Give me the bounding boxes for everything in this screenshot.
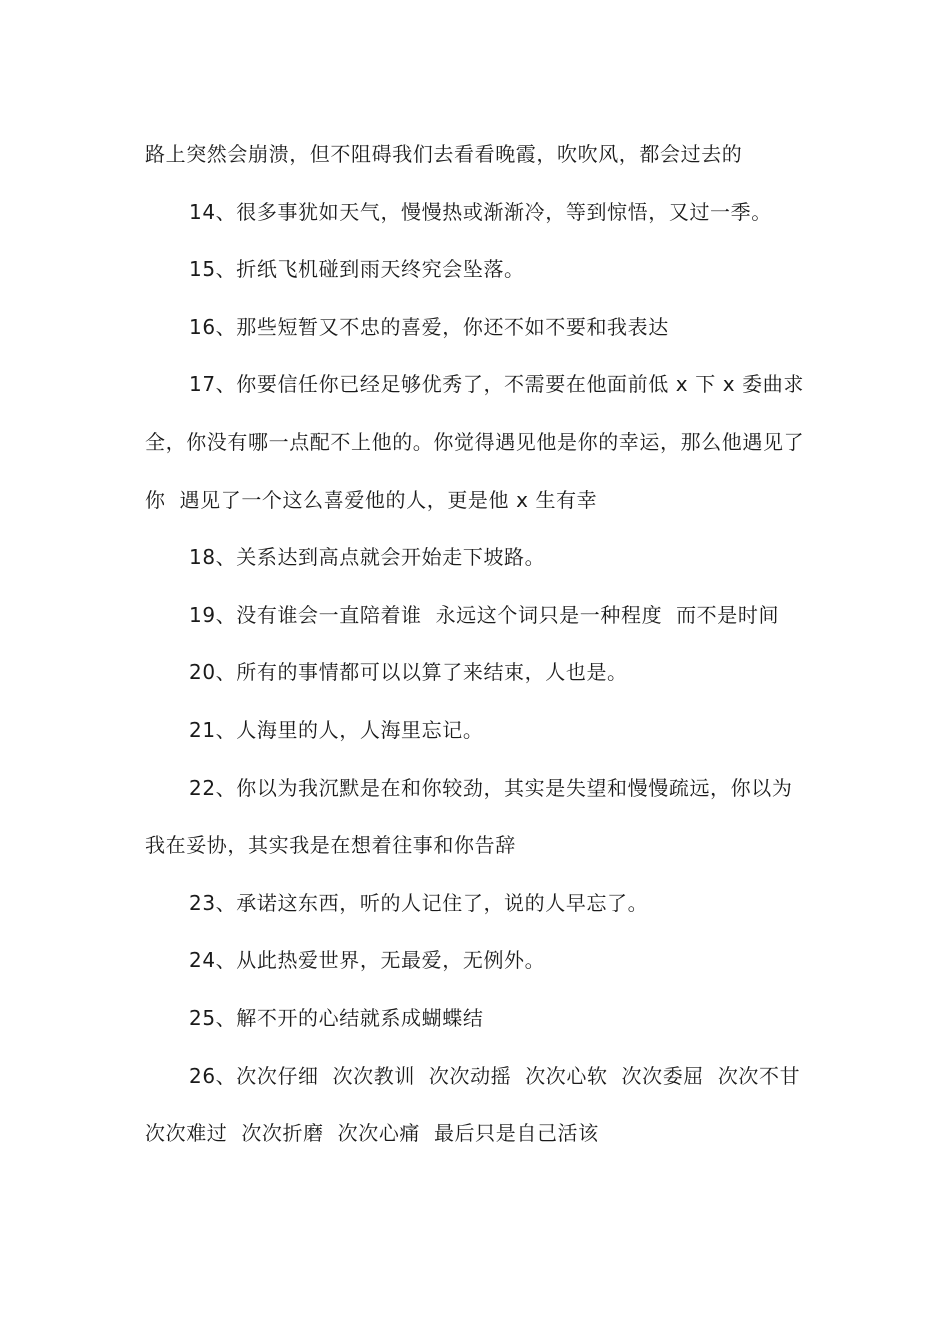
paragraph-20: 20、所有的事情都可以以算了来结束，人也是。 <box>189 660 628 685</box>
document-body <box>145 126 815 1163</box>
paragraph-16: 16、那些短暂又不忠的喜爱，你还不如不要和我表达 <box>189 314 669 339</box>
paragraph-14: 14、很多事犹如天气，慢慢热或渐渐冷，等到惊悟，又过一季。 <box>189 199 772 224</box>
paragraph-26: 26、次次仔细 次次教训 次次动摇 次次心软 次次委屈 次次不甘 次次难过 次次折磨 次次心痛 最后只是自己活该 <box>145 1063 815 1146</box>
paragraph-15: 15、折纸飞机碰到雨天终究会坠落。 <box>189 257 525 282</box>
paragraph-25: 25、解不开的心结就系成蝴蝶结 <box>189 1005 484 1030</box>
paragraph-23: 23、承诺这东西，听的人记住了，说的人早忘了。 <box>189 890 649 915</box>
paragraph-17: 17、你要信任你已经足够优秀了，不需要在他面前低 x 下 x 委曲求全，你没有哪一点配不上他的。你觉得遇见他是你的幸运，那么他遇见了你 遇见了一个这么喜爱他的人，更是他 x 生有幸 <box>145 372 805 512</box>
paragraph-21: 21、人海里的人，人海里忘记。 <box>189 717 484 742</box>
paragraph-22: 22、你以为我沉默是在和你较劲，其实是失望和慢慢疏远，你以为我在妥协，其实我是在想着往事和你告辞 <box>145 775 793 858</box>
paragraph-19: 19、没有谁会一直陪着谁 永远这个词只是一种程度 而不是时间 <box>189 602 780 627</box>
paragraph-24: 24、从此热爱世界，无最爱，无例外。 <box>189 948 546 973</box>
paragraph-continuation: 路上突然会崩溃，但不阻碍我们去看看晚霞，吹吹风，都会过去的 <box>145 142 743 166</box>
paragraph-18: 18、关系达到高点就会开始走下坡路。 <box>189 545 546 570</box>
